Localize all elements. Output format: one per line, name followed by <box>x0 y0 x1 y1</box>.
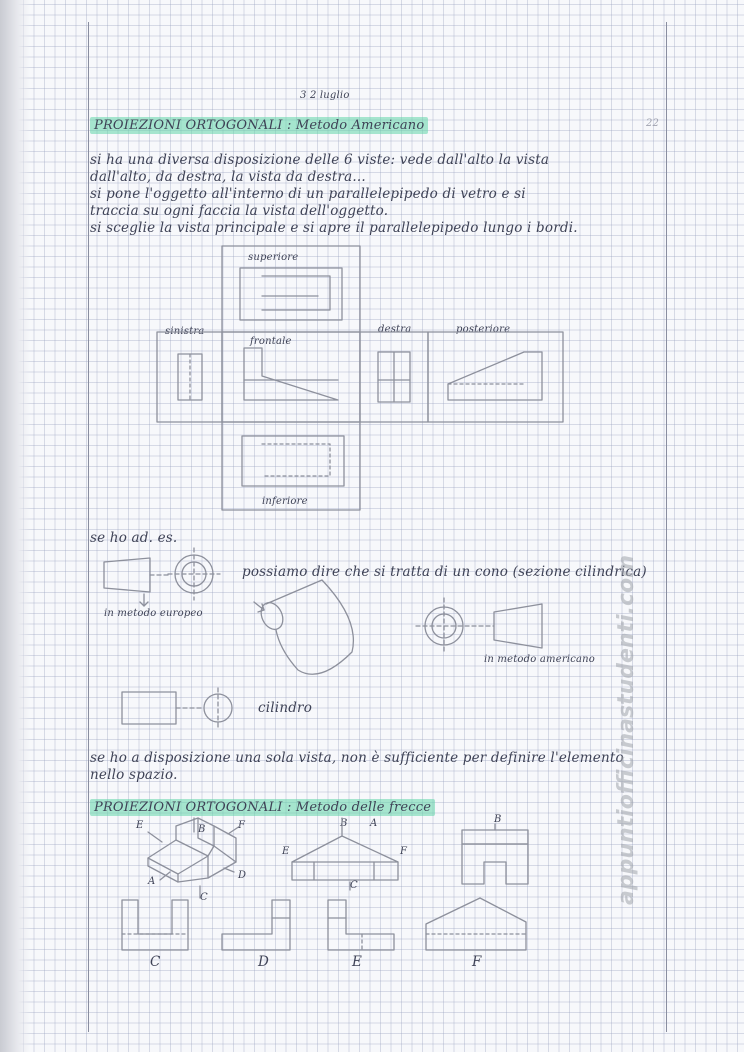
example-intro: se ho ad. es. <box>90 530 178 546</box>
arrow-e-label: E <box>136 820 144 831</box>
trapezoid-european <box>104 558 150 592</box>
label-superiore: superiore <box>248 252 299 263</box>
arrow-f-label-2: F <box>400 846 408 857</box>
arrow-e-label-2: E <box>282 846 290 857</box>
arrow-f-label: F <box>238 820 246 831</box>
box-sinistra <box>157 332 222 422</box>
section2-title-text: PROIEZIONI ORTOGONALI : Metodo delle frecce <box>90 799 435 816</box>
view-d <box>222 900 290 950</box>
section1-line-2: dall'alto, da destra, la vista da destra... <box>90 169 366 185</box>
view-label-e: E <box>352 954 363 970</box>
arrow-a-label-2: A <box>370 818 378 829</box>
box-frontale <box>222 332 360 422</box>
label-sinistra: sinistra <box>165 326 205 337</box>
date-note: 3 2 luglio <box>300 90 350 101</box>
section1-title-text: PROIEZIONI ORTOGONALI : Metodo Americano <box>90 117 428 134</box>
view-f <box>426 898 526 950</box>
box-inferiore <box>222 422 360 510</box>
label-frontale: frontale <box>250 336 292 347</box>
view-frontale <box>244 348 338 400</box>
view-label-c: C <box>150 954 161 970</box>
label-inferiore: inferiore <box>262 496 308 507</box>
arrow-d-label: D <box>238 870 247 881</box>
trapezoid-american <box>494 604 542 648</box>
view-label-d: D <box>258 954 270 970</box>
cylinder-label: cilindro <box>258 700 313 716</box>
isometric-object <box>148 818 236 882</box>
page-number: 22 <box>646 118 660 129</box>
cone-body <box>266 580 353 674</box>
view-c <box>122 900 188 950</box>
view-superiore-inner <box>262 276 330 310</box>
note-line-1: se ho a disposizione una sola vista, non è sufficiente per definire l'elemento <box>90 750 624 766</box>
american-method-label: in metodo americano <box>484 654 596 665</box>
note-line-2: nello spazio. <box>90 767 178 783</box>
view-b-body <box>462 844 528 884</box>
cylinder-side <box>122 692 176 724</box>
arrow-b-label: B <box>198 824 206 835</box>
arrow-a-label: A <box>148 876 156 887</box>
arrow-b-label-3: B <box>494 814 502 825</box>
section1-line-1: si ha una diversa disposizione delle 6 viste: vede dall'alto la vista <box>90 152 550 168</box>
section1-line-5: si sceglie la vista principale e si apre il parallelepipedo lungo i bordi. <box>90 220 578 236</box>
box-posteriore <box>428 332 563 422</box>
arrow-b-label-2: B <box>340 818 348 829</box>
view-e <box>328 900 394 950</box>
view-label-f: F <box>472 954 482 970</box>
section1-line-4: traccia su ogni faccia la vista dell'oggetto. <box>90 203 389 219</box>
label-posteriore: posteriore <box>456 324 511 335</box>
european-method-label: in metodo europeo <box>104 608 203 619</box>
view-posteriore <box>448 352 542 400</box>
label-destra: destra <box>378 324 412 335</box>
section1-line-3: si pone l'oggetto all'interno di un parallelepipedo di vetro e si <box>90 186 526 202</box>
view-front-main <box>292 836 398 880</box>
watermark: appuntiofficinastudenti.com <box>614 554 639 905</box>
box-superiore <box>222 246 360 332</box>
cone-description: possiamo dire che si tratta di un cono (sezione cilindrica) <box>242 564 647 580</box>
arrow-c-label-2: C <box>350 880 358 891</box>
view-b-top <box>462 830 528 844</box>
arrow-c-label: C <box>200 892 208 903</box>
